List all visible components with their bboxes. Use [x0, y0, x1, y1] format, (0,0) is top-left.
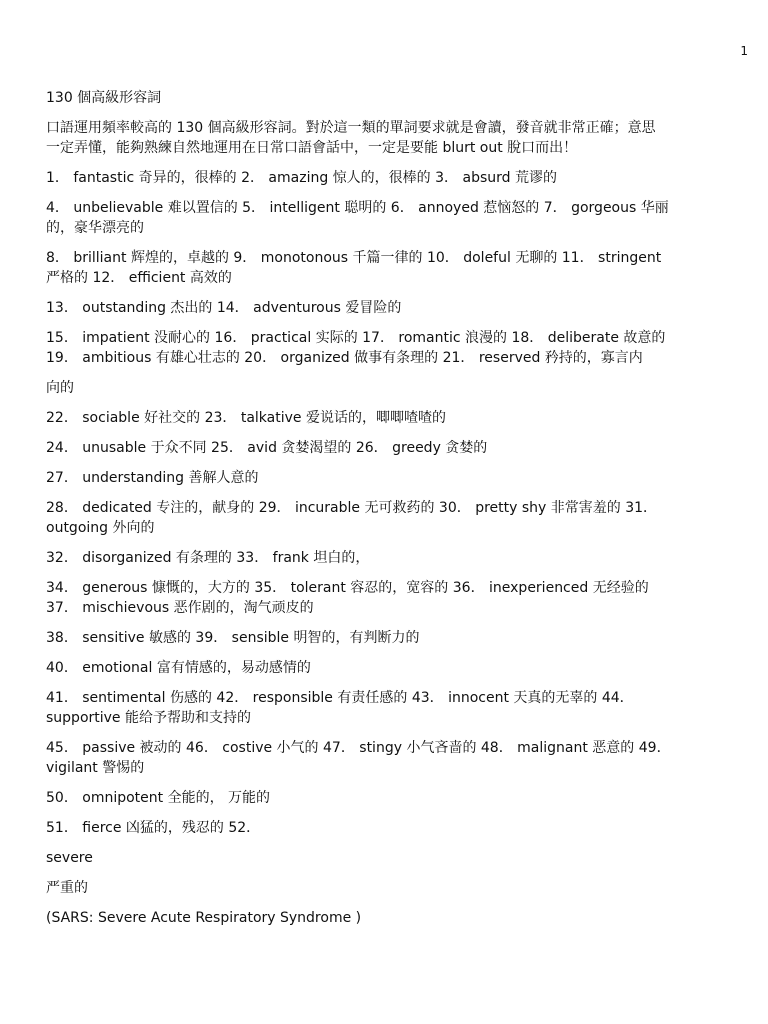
text-line: vigilant 警惕的 — [46, 760, 145, 776]
text-line: supportive 能给予帮助和支持的 — [46, 710, 251, 726]
text-line: 32． disorganized 有条理的 33． frank 坦白的， — [46, 550, 370, 566]
text-line: 严格的 12． efficient 高效的 — [46, 270, 232, 286]
word-list-paragraph — [46, 578, 726, 618]
word-list-paragraph — [46, 688, 726, 728]
document-body — [46, 88, 726, 938]
text-line: 口語運用頻率較高的 130 個高級形容詞。對於這一類的單詞要求就是會讀，發音就非常正確；意思 — [46, 120, 656, 136]
text-line: 51． fierce 凶猛的，残忍的 52． — [46, 820, 261, 836]
text-line: 向的 — [46, 380, 74, 396]
word-list-paragraph — [46, 468, 726, 488]
word-list-paragraph — [46, 818, 726, 838]
word-list-paragraph — [46, 498, 726, 538]
intro-paragraph — [46, 118, 726, 158]
text-line: 15． impatient 没耐心的 16． practical 实际的 17． romantic 浪漫的 18． deliberate 故意的 — [46, 330, 666, 346]
text-line: 50． omnipotent 全能的， 万能的 — [46, 790, 271, 806]
text-line: outgoing 外向的 — [46, 520, 155, 536]
word-list-paragraph — [46, 908, 726, 928]
word-list-paragraph — [46, 378, 726, 398]
text-line: 38． sensitive 敏感的 39． sensible 明智的，有判断力的 — [46, 630, 420, 646]
text-line: 一定弄懂，能夠熟練自然地運用在日常口語會話中，一定是要能 blurt out 脫口而出！ — [46, 140, 578, 156]
text-line: 4． unbelievable 难以置信的 5． intelligent 聪明的 6． annoyed 惹恼怒的 7． gorgeous 华丽 — [46, 200, 669, 216]
text-line: 34． generous 慷慨的，大方的 35． tolerant 容忍的，宽容的 36． inexperienced 无经验的 — [46, 580, 649, 596]
text-line: 41． sentimental 伤感的 42． responsible 有责任感的 43． innocent 天真的无辜的 44． — [46, 690, 634, 706]
word-list-paragraph — [46, 408, 726, 428]
text-line: 13． outstanding 杰出的 14． adventurous 爱冒险的 — [46, 300, 402, 316]
text-line: 40． emotional 富有情感的，易动感情的 — [46, 660, 311, 676]
text-line: 1． fantastic 奇异的，很棒的 2． amazing 惊人的，很棒的 3． absurd 荒谬的 — [46, 170, 557, 186]
word-list-paragraph — [46, 848, 726, 868]
word-list-paragraph — [46, 438, 726, 458]
word-list-paragraph — [46, 878, 726, 898]
text-line: 37． mischievous 恶作剧的，淘气顽皮的 — [46, 600, 314, 616]
text-line: 28． dedicated 专注的，献身的 29． incurable 无可救药的 30． pretty shy 非常害羞的 31． — [46, 500, 658, 516]
text-line: (SARS: Severe Acute Respiratory Syndrome ) — [46, 910, 362, 926]
text-line: severe — [46, 850, 93, 866]
text-line: 45． passive 被动的 46． costive 小气的 47． stingy 小气吝啬的 48． malignant 恶意的 49． — [46, 740, 671, 756]
word-list-paragraph — [46, 658, 726, 678]
word-list-paragraph — [46, 198, 726, 238]
text-line: 严重的 — [46, 880, 88, 896]
word-list-paragraph — [46, 628, 726, 648]
word-list-paragraph — [46, 548, 726, 568]
text-line: 8． brilliant 辉煌的，卓越的 9． monotonous 千篇一律的 10． doleful 无聊的 11． stringent — [46, 250, 662, 266]
word-list-paragraph — [46, 328, 726, 368]
text-line: 22． sociable 好社交的 23． talkative 爱说话的，唧唧喳喳的 — [46, 410, 446, 426]
word-list-paragraph — [46, 248, 726, 288]
word-list-paragraph — [46, 168, 726, 188]
text-line: 的，豪华漂亮的 — [46, 220, 144, 236]
word-list — [46, 168, 726, 928]
text-line: 24． unusable 于众不同 25． avid 贪婪渴望的 26． greedy 贪婪的 — [46, 440, 488, 456]
document-title: 130 個高級形容詞 — [46, 90, 162, 106]
word-list-paragraph — [46, 738, 726, 778]
text-line: 27． understanding 善解人意的 — [46, 470, 259, 486]
page-number: 1 — [740, 44, 748, 58]
word-list-paragraph — [46, 788, 726, 808]
word-list-paragraph — [46, 298, 726, 318]
text-line: 19． ambitious 有雄心壮志的 20． organized 做事有条理的 21． reserved 矜持的，寡言内 — [46, 350, 643, 366]
